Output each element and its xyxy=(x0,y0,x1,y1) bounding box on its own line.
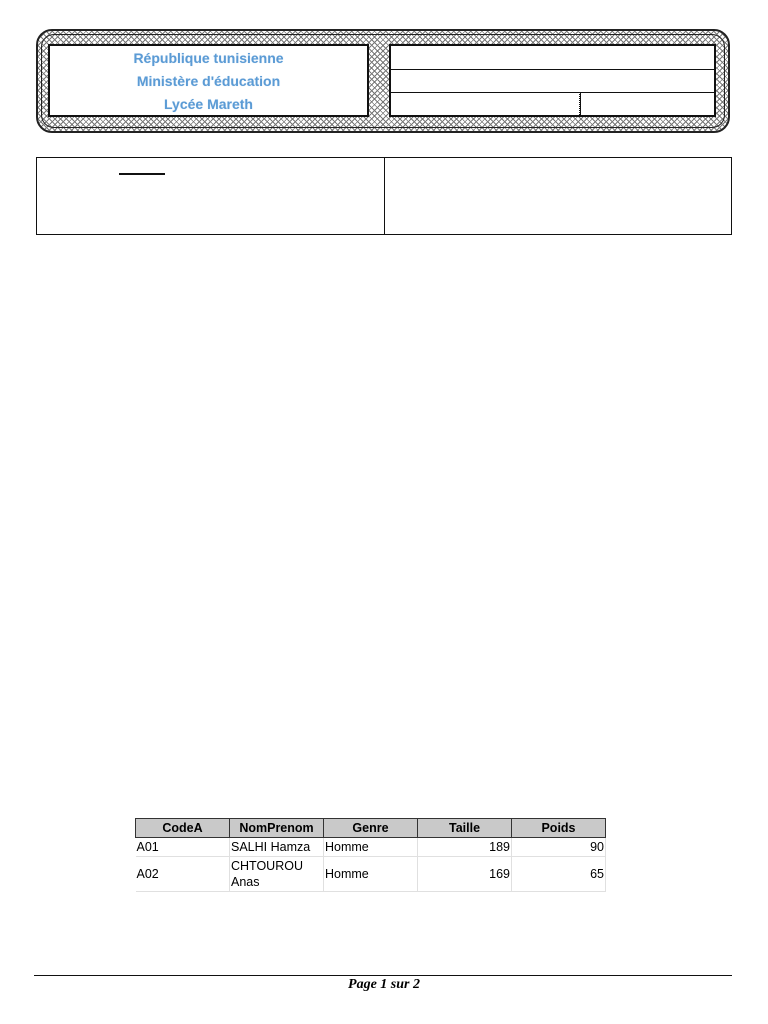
cell-poids: 65 xyxy=(512,857,606,892)
exam-info-box xyxy=(389,44,716,117)
cell-taille: 189 xyxy=(418,838,512,857)
cell-codea: A02 xyxy=(136,857,230,892)
column-header-codea: CodeA xyxy=(136,819,230,838)
institution-box xyxy=(48,44,369,117)
table-row xyxy=(136,857,606,892)
label-underline xyxy=(119,173,165,175)
cell-genre: Homme xyxy=(324,857,418,892)
page-number: Page 1 sur 2 xyxy=(348,977,420,992)
cell-poids: 90 xyxy=(512,838,606,857)
exam-info-column-divider xyxy=(579,92,581,115)
table-header-row xyxy=(136,819,606,838)
column-header-taille: Taille xyxy=(418,819,512,838)
cell-taille: 169 xyxy=(418,857,512,892)
school-line: Lycée Mareth xyxy=(164,96,253,112)
cell-genre: Homme xyxy=(324,838,418,857)
exam-info-divider xyxy=(391,92,714,93)
country-line: République tunisienne xyxy=(133,50,284,66)
info-column-divider xyxy=(384,158,385,234)
cell-codea: A01 xyxy=(136,838,230,857)
column-header-poids: Poids xyxy=(512,819,606,838)
cell-nomprenom: SALHI Hamza xyxy=(230,838,324,857)
exam-info-divider xyxy=(391,69,714,70)
column-header-nomprenom: NomPrenom xyxy=(230,819,324,838)
student-info-table xyxy=(36,157,732,235)
column-header-genre: Genre xyxy=(324,819,418,838)
ministry-line: Ministère d'éducation xyxy=(136,73,281,89)
athletes-table xyxy=(135,818,606,892)
cell-nomprenom: CHTOUROU Anas xyxy=(230,857,324,892)
footer-divider xyxy=(34,975,732,976)
table-row xyxy=(136,838,606,857)
